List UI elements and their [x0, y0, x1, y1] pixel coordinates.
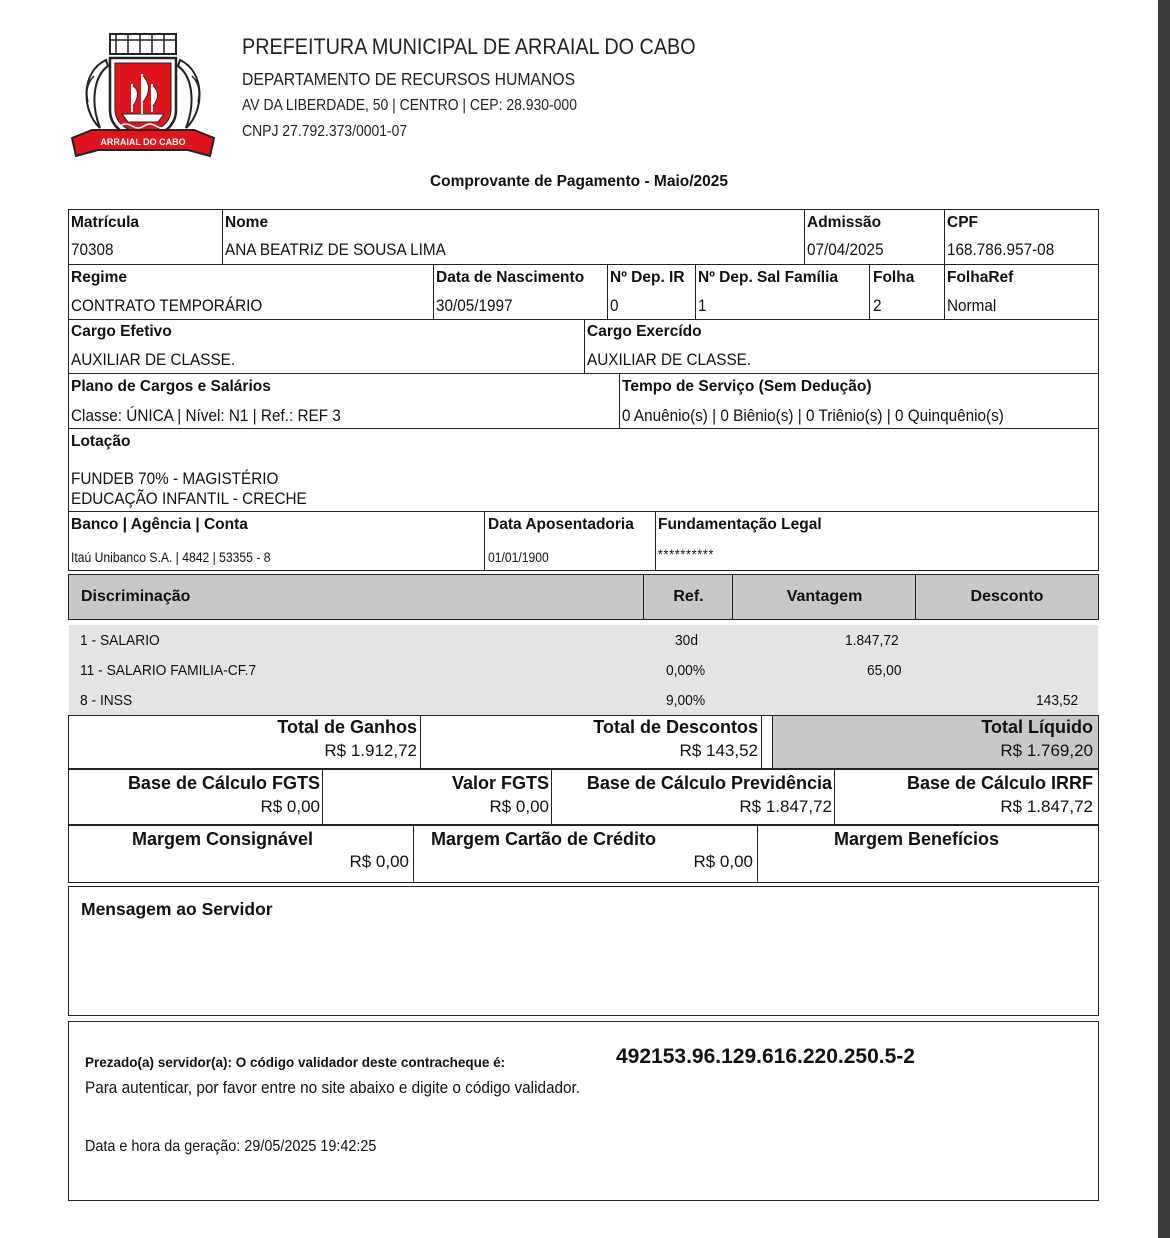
item-desconto: 143,52 [1036, 692, 1079, 709]
fundamentacao-label: Fundamentação Legal [658, 516, 822, 533]
item-discriminacao: 8 - INSS [80, 692, 133, 709]
nascimento-label: Data de Nascimento [436, 269, 585, 286]
aposentadoria-label: Data Aposentadoria [488, 516, 634, 533]
margem-consignavel-label: Margem Consignável [132, 829, 314, 849]
validation-instruction: Para autenticar, por favor entre no site abaixo e digite o código validador. [85, 1078, 581, 1097]
table-row [69, 625, 1098, 655]
total-liquido-value: R$ 1.769,20 [1000, 741, 1093, 760]
folha-value: 2 [873, 296, 882, 315]
banco-value: Itaú Unibanco S.A. | 4842 | 53355 - 8 [71, 550, 271, 565]
nome-value: ANA BEATRIZ DE SOUSA LIMA [225, 240, 446, 259]
dep-sal-familia-value: 1 [698, 296, 707, 315]
col-ref-label: Ref. [673, 588, 704, 605]
item-discriminacao: 11 - SALARIO FAMILIA-CF.7 [80, 662, 257, 679]
col-ref-header [643, 574, 734, 620]
cargo-exercido-label: Cargo Exercído [587, 323, 702, 340]
folharef-label: FolhaRef [947, 269, 1014, 286]
dep-ir-value: 0 [610, 296, 619, 315]
total-ganhos-label: Total de Ganhos [277, 717, 417, 737]
base-previdencia-label: Base de Cálculo Previdência [586, 773, 832, 793]
nascimento-value: 30/05/1997 [436, 296, 513, 315]
total-descontos-label: Total de Descontos [593, 717, 758, 737]
margem-consignavel-value: R$ 0,00 [349, 852, 409, 871]
item-ref: 30d [675, 632, 699, 649]
folha-label: Folha [873, 269, 915, 286]
total-liquido-label: Total Líquido [981, 717, 1093, 737]
org-name: PREFEITURA MUNICIPAL DE ARRAIAL DO CABO [242, 34, 696, 59]
margem-beneficios-label: Margem Benefícios [834, 829, 1000, 849]
col-discriminacao-label: Discriminação [81, 588, 191, 605]
item-vantagem: 65,00 [867, 662, 902, 679]
nome-label: Nome [225, 214, 269, 231]
col-desconto-label: Desconto [970, 588, 1044, 605]
validation-prompt: Prezado(a) servidor(a): O código validador deste contracheque é: [85, 1055, 506, 1070]
cpf-label: CPF [947, 214, 978, 231]
col-desconto-header [915, 574, 1099, 620]
matricula-label: Matrícula [71, 214, 140, 231]
lotacao-line-2: EDUCAÇÃO INFANTIL - CRECHE [71, 489, 307, 508]
lotacao-line-1: FUNDEB 70% - MAGISTÉRIO [71, 469, 279, 488]
base-irrf-label: Base de Cálculo IRRF [906, 773, 1093, 793]
generation-datetime: Data e hora da geração: 29/05/2025 19:42:25 [85, 1138, 377, 1155]
tempo-servico-label: Tempo de Serviço (Sem Dedução) [622, 378, 872, 395]
dep-ir-label: Nº Dep. IR [610, 269, 685, 286]
validation-code: 492153.96.129.616.220.250.5-2 [616, 1045, 915, 1068]
dep-sal-familia-label: Nº Dep. Sal Família [698, 269, 839, 286]
cpf-value: 168.786.957-08 [947, 240, 1055, 259]
department-name: DEPARTAMENTO DE RECURSOS HUMANOS [242, 69, 576, 89]
plano-cargos-label: Plano de Cargos e Salários [71, 378, 271, 395]
folharef-value: Normal [947, 296, 997, 315]
aposentadoria-value: 01/01/1900 [488, 550, 549, 565]
regime-value: CONTRATO TEMPORÁRIO [71, 296, 263, 315]
admissao-value: 07/04/2025 [807, 240, 884, 259]
mensagem-servidor-label: Mensagem ao Servidor [81, 899, 273, 919]
admissao-label: Admissão [807, 214, 882, 231]
logo-banner-text: ARRAIAL DO CABO [100, 137, 186, 147]
cargo-efetivo-label: Cargo Efetivo [71, 323, 172, 340]
banco-label: Banco | Agência | Conta [71, 516, 248, 533]
total-descontos-value: R$ 143,52 [679, 741, 758, 760]
item-ref: 9,00% [666, 692, 706, 709]
total-ganhos-value: R$ 1.912,72 [324, 741, 417, 760]
col-discriminacao-header [68, 574, 645, 620]
col-vantagem-header [732, 574, 917, 620]
base-previdencia-value: R$ 1.847,72 [739, 797, 832, 816]
valor-fgts-label: Valor FGTS [451, 773, 549, 793]
margem-cartao-label: Margem Cartão de Crédito [431, 829, 657, 849]
item-discriminacao: 1 - SALARIO [80, 632, 160, 649]
base-irrf-value: R$ 1.847,72 [1000, 797, 1093, 816]
table-row [69, 685, 1098, 715]
org-address: AV DA LIBERDADE, 50 | CENTRO | CEP: 28.930-000 [242, 97, 577, 114]
validation-box [68, 1021, 1099, 1201]
valor-fgts-value: R$ 0,00 [489, 797, 549, 816]
item-ref: 0,00% [666, 662, 706, 679]
base-fgts-value: R$ 0,00 [260, 797, 320, 816]
document-title: Comprovante de Pagamento - Maio/2025 [429, 173, 729, 190]
coat-of-arms-logo [70, 32, 216, 164]
matricula-value: 70308 [71, 240, 114, 259]
regime-label: Regime [71, 269, 127, 286]
org-cnpj: CNPJ 27.792.373/0001-07 [242, 123, 408, 140]
margem-cartao-value: R$ 0,00 [693, 852, 753, 871]
tempo-servico-value: 0 Anuênio(s) | 0 Biênio(s) | 0 Triênio(s) | 0 Quinquênio(s) [622, 406, 1004, 425]
base-fgts-label: Base de Cálculo FGTS [127, 773, 320, 793]
col-vantagem-label: Vantagem [786, 588, 863, 605]
fundamentacao-value: ********** [658, 547, 715, 562]
item-vantagem: 1.847,72 [845, 632, 899, 649]
cargo-exercido-value: AUXILIAR DE CLASSE. [587, 350, 752, 369]
table-row [69, 655, 1098, 685]
plano-cargos-value: Classe: ÚNICA | Nível: N1 | Ref.: REF 3 [71, 406, 341, 425]
lotacao-label: Lotação [71, 433, 131, 450]
cargo-efetivo-value: AUXILIAR DE CLASSE. [71, 350, 236, 369]
